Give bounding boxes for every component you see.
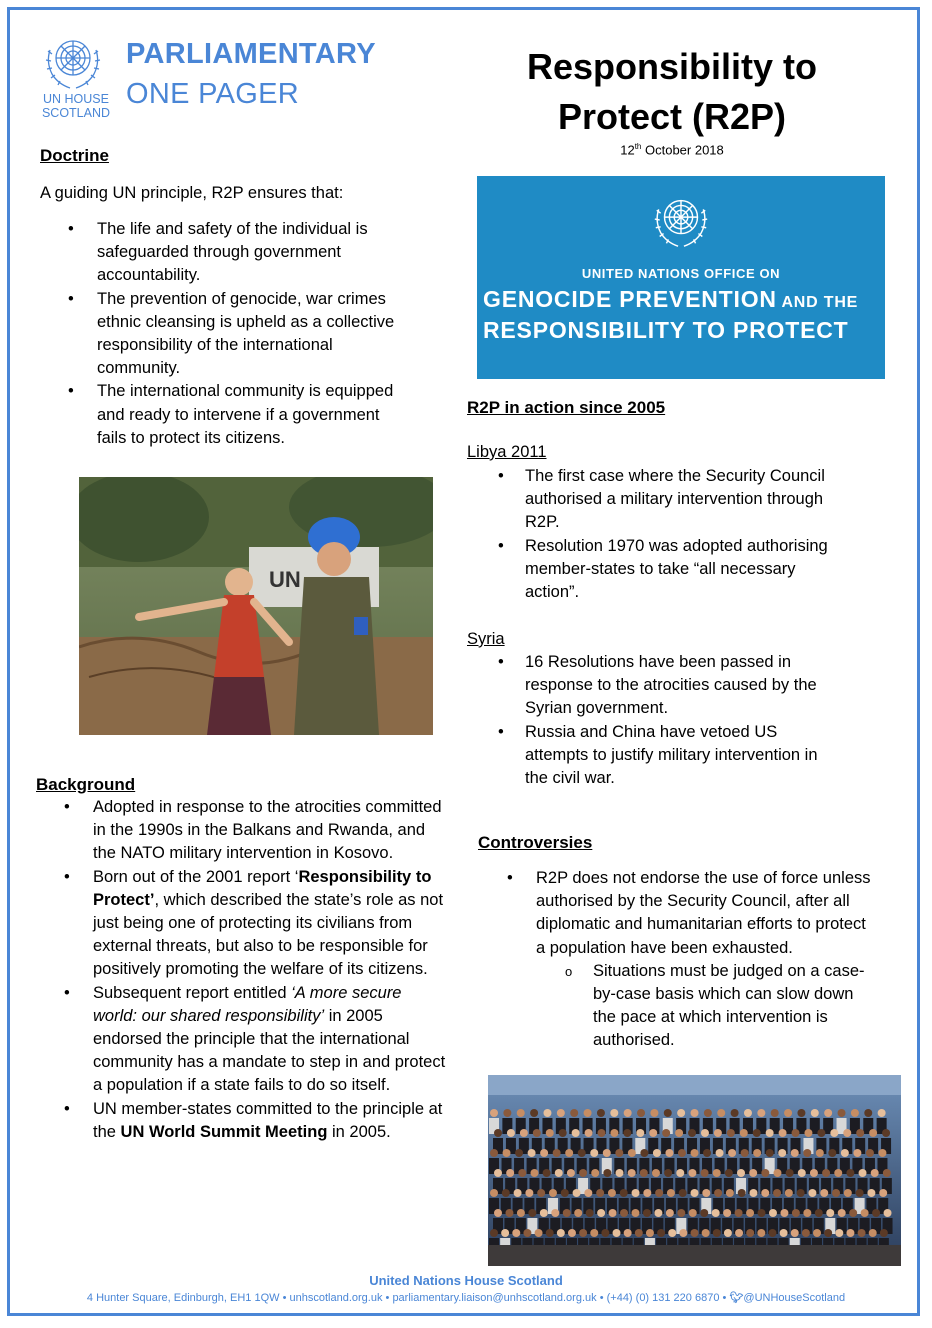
twitter-icon: 🐦︎	[729, 1292, 744, 1304]
banner-line1: UNITED NATIONS OFFICE ON	[581, 266, 781, 281]
un-office-banner	[477, 176, 885, 379]
footer-address: 4 Hunter Square, Edinburgh, EH1 1QW	[86, 1292, 280, 1304]
footer-org: United Nations House Scotland	[369, 1273, 563, 1288]
peacekeeper-photo	[79, 477, 433, 735]
footer-phone: (+44) (0) 131 220 6870	[606, 1292, 720, 1304]
bullet: •	[498, 653, 504, 671]
brand-line1: PARLIAMENTARY	[126, 38, 376, 70]
logo-text-line2: SCOTLAND	[41, 106, 111, 120]
bullet: •	[64, 798, 70, 816]
list-item: • 16 Resolutions have been passed in response to the atrocities caused by the Syrian government.	[498, 653, 817, 718]
page-title	[480, 42, 864, 142]
banner-line3: RESPONSIBILITY TO PROTECT	[483, 317, 849, 343]
sub-bullet: o	[565, 963, 573, 979]
footer-contact: 4 Hunter Square, Edinburgh, EH1 1QW • unhscotland.org.uk • parliamentary.liaison@unhscotland.org.uk • (+44) (0) 131 220 6870 • 🐦︎@UNHouseScotland	[86, 1292, 846, 1304]
logo-text	[36, 92, 116, 120]
list-item: • Subsequent report entitled ‘A more secure world: our shared responsibility’ in 2005 endorsed the principle that the international community has a mandate to step in and protect a population if a state fails to do so itself.	[64, 983, 446, 1095]
bullet: •	[68, 220, 74, 238]
list-item: • The life and safety of the individual is safeguarded through government accountability.	[68, 220, 368, 285]
list-item: • Resolution 1970 was adopted authorising member-states to take “all necessary action”.	[498, 536, 828, 602]
background-heading: Background	[36, 775, 136, 794]
banner-line2: GENOCIDE PREVENTION AND THE	[483, 286, 859, 312]
bullet: •	[498, 467, 504, 485]
list-item: • Adopted in response to the atrocities committed in the 1990s in the Balkans and Rwanda, and the NATO military intervention in Kosovo.	[64, 798, 442, 863]
list-item: • Born out of the 2001 report ‘Responsibility to Protect’, which described the state’s role as not just being one of protecting its civilians from external threats, but also to be responsible for positively promoting the welfare of its citizens.	[64, 867, 444, 979]
bullet: •	[68, 382, 74, 401]
logo-text-line1: UN HOUSE	[43, 92, 109, 106]
footer-twitter-link[interactable]: @UNHouseScotland	[743, 1292, 846, 1304]
un-emblem-icon	[649, 188, 713, 252]
bullet: •	[507, 869, 513, 887]
title-line2: Protect (R2P)	[557, 96, 787, 137]
footer-site-link[interactable]: unhscotland.org.uk	[289, 1292, 383, 1304]
bullet: •	[64, 983, 70, 1002]
list-item: • Russia and China have vetoed US attempts to justify military intervention in the civil war.	[498, 722, 818, 788]
libya-title: Libya 2011	[467, 443, 547, 461]
sub-list-item: o Situations must be judged on a case- by-case basis which can slow down the pace at which intervention is authorised.	[565, 961, 865, 1050]
list-item: • The first case where the Security Council authorised a military intervention through R2P.	[498, 467, 825, 532]
syria-list	[498, 651, 885, 790]
list-item: • The international community is equipped and ready to intervene if a government fails to protect its citizens.	[68, 382, 394, 447]
list-item: • R2P does not endorse the use of force unless authorised by the Security Council, after all diplomatic and humanitarian efforts to protect a population have been exhausted.	[507, 869, 871, 957]
syria-title: Syria	[467, 630, 505, 648]
title-line1: Responsibility to	[526, 46, 818, 87]
list-item: • The prevention of genocide, war crimes ethnic cleansing is upheld as a collective responsibility of the international community.	[68, 289, 395, 378]
background-list	[64, 796, 473, 1144]
r2p-action-heading: R2P in action since 2005	[467, 398, 666, 417]
group-photo-image	[488, 1075, 901, 1266]
doctrine-list	[68, 218, 467, 450]
svg-text:UN: UN	[269, 567, 301, 592]
bullet: •	[64, 1099, 70, 1118]
publish-date: 12th October 2018	[620, 142, 724, 158]
footer-email-link[interactable]: parliamentary.liaison@unhscotland.org.uk	[392, 1292, 597, 1304]
bullet: •	[498, 722, 504, 741]
list-item: • UN member-states committed to the principle at the UN World Summit Meeting in 2005.	[64, 1099, 443, 1141]
controversies-heading: Controversies	[478, 833, 593, 852]
bullet: •	[498, 536, 504, 555]
bullet: •	[68, 289, 74, 308]
doctrine-heading: Doctrine	[40, 146, 109, 165]
un-emblem-icon	[40, 28, 106, 94]
bullet: •	[64, 867, 70, 886]
world-summit-group-photo	[488, 1075, 901, 1266]
peacekeeper-photo-image	[79, 477, 433, 735]
brand-line2: ONE PAGER	[126, 78, 299, 110]
libya-list	[498, 465, 885, 604]
un-logo	[40, 28, 106, 99]
controversies-list	[507, 867, 906, 1053]
doctrine-intro: A guiding UN principle, R2P ensures that:	[40, 184, 344, 202]
